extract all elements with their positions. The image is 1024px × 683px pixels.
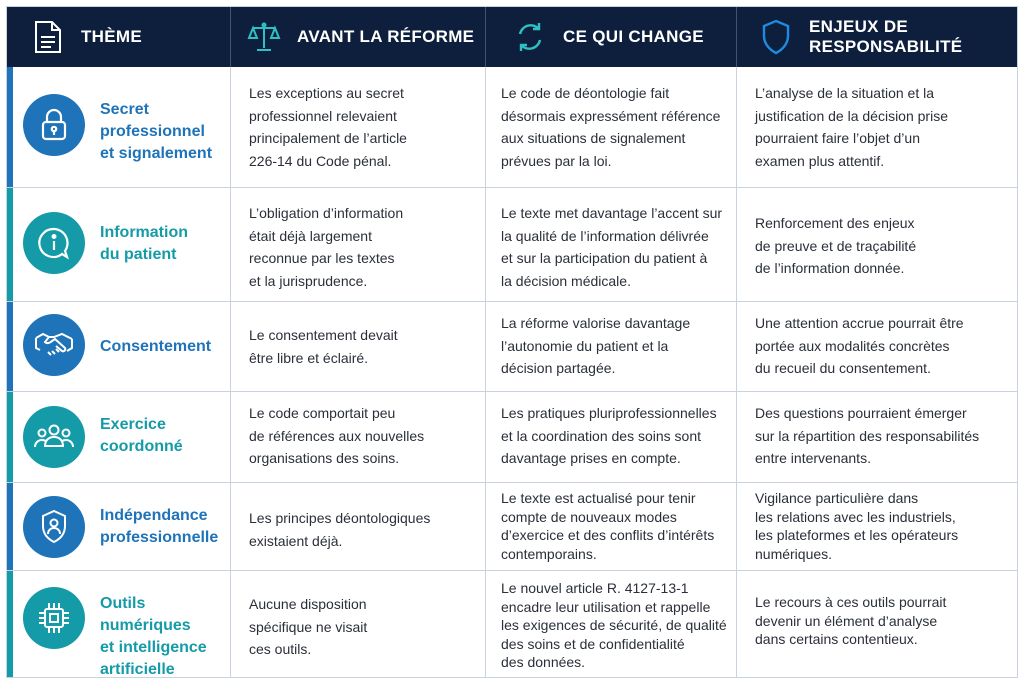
header-before bbox=[247, 7, 477, 67]
team-icon bbox=[23, 406, 85, 468]
info-icon bbox=[23, 212, 85, 274]
before-text: Le consentement devait être libre et éclairé. bbox=[249, 327, 398, 366]
scales-icon bbox=[247, 20, 281, 54]
before-text: L’obligation d’information était déjà largement reconnue par les textes et la jurisprudence. bbox=[249, 205, 404, 289]
before-text: Les principes déontologiques existaient déjà. bbox=[249, 510, 431, 549]
document-icon bbox=[31, 20, 65, 54]
refresh-icon bbox=[513, 20, 547, 54]
theme-label: Secret professionnel et signalement bbox=[100, 101, 213, 162]
stakes-text: L’analyse de la situation et la justification de la décision prise pourraient faire l’objet d’un examen plus attentif. bbox=[755, 85, 948, 169]
header-theme bbox=[31, 7, 227, 67]
shield-user-icon bbox=[23, 496, 85, 558]
change-text: Les pratiques pluriprofessionnelles et la coordination des soins sont davantage prises en compte. bbox=[501, 405, 717, 466]
table-header bbox=[7, 7, 1017, 67]
shield-icon bbox=[759, 20, 793, 54]
before-text: Aucune disposition spécifique ne visait ces outils. bbox=[249, 596, 368, 657]
header-stakes-label: ENJEUX DE RESPONSABILITÉ bbox=[809, 17, 963, 56]
header-before-label: AVANT LA RÉFORME bbox=[297, 27, 475, 46]
change-text: Le nouvel article R. 4127-13-1 encadre leur utilisation et rappelle les exigences de sécurité, de qualité des soins et de confidentialité des données. bbox=[501, 580, 727, 670]
stakes-text: Une attention accrue pourrait être portée aux modalités concrètes du recueil du consentement. bbox=[755, 315, 964, 376]
table-row bbox=[7, 302, 1017, 392]
stakes-text: Des questions pourraient émerger sur la répartition des responsabilités entre intervenants. bbox=[755, 405, 980, 466]
handshake-icon bbox=[23, 314, 85, 376]
header-stakes bbox=[759, 7, 1014, 67]
table-row bbox=[7, 571, 1017, 677]
change-text: Le texte met davantage l’accent sur la qualité de l’information délivrée et sur la participation du patient à la décision médicale. bbox=[501, 205, 723, 289]
header-change-label: CE QUI CHANGE bbox=[563, 27, 704, 46]
stakes-text: Vigilance particulière dans les relations avec les industriels, les plateformes et les opérateurs numériques. bbox=[755, 490, 959, 562]
table-row bbox=[7, 188, 1017, 302]
change-text: Le texte est actualisé pour tenir compte de nouveaux modes d’exercice et des conflits d’intérêts contemporains. bbox=[501, 490, 715, 562]
theme-label: Exercice coordonné bbox=[100, 416, 183, 455]
change-text: Le code de déontologie fait désormais expressément référence aux situations de signalement prévues par la loi. bbox=[501, 85, 721, 169]
before-text: Les exceptions au secret professionnel relevaient principalement de l’article 226-14 du Code pénal. bbox=[249, 85, 407, 169]
header-change bbox=[513, 7, 733, 67]
theme-label: Indépendance professionnelle bbox=[100, 507, 219, 546]
before-text: Le code comportait peu de références aux nouvelles organisations des soins. bbox=[249, 405, 425, 466]
change-text: La réforme valorise davantage l’autonomie du patient et la décision partagée. bbox=[501, 315, 691, 376]
responsibility-table bbox=[6, 6, 1018, 678]
theme-label: Outils numériques et intelligence artificielle bbox=[100, 595, 207, 678]
stakes-text: Le recours à ces outils pourrait devenir un élément d’analyse dans certains contentieux. bbox=[755, 594, 947, 647]
header-theme-label: THÈME bbox=[81, 27, 142, 46]
theme-label: Information du patient bbox=[100, 224, 188, 263]
stakes-text: Renforcement des enjeux de preuve et de traçabilité de l’information donnée. bbox=[755, 215, 917, 276]
theme-label: Consentement bbox=[100, 338, 212, 355]
lock-icon bbox=[23, 94, 85, 156]
chip-icon bbox=[23, 587, 85, 649]
table-row bbox=[7, 483, 1017, 571]
table-row bbox=[7, 392, 1017, 483]
table-row bbox=[7, 67, 1017, 188]
